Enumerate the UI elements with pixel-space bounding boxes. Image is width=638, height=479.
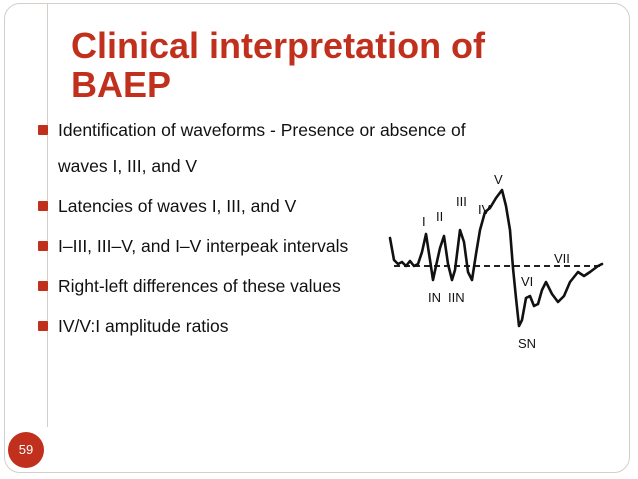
bullet-square-icon — [38, 125, 48, 135]
bullet-text: Latencies of waves I, III, and V — [58, 196, 297, 216]
slide-title — [71, 26, 591, 104]
wave-label-i: I — [422, 214, 426, 229]
bullet-square-icon — [38, 281, 48, 291]
slide-number-badge — [8, 432, 44, 468]
wave-label-v: V — [494, 172, 503, 187]
bullet-square-icon — [38, 321, 48, 331]
wave-label-in: IN — [428, 290, 441, 305]
wave-label-sn: SN — [518, 336, 537, 351]
wave-label-vi: VI — [521, 274, 534, 289]
waveform-trace — [390, 190, 602, 326]
wave-label-iii: III — [456, 194, 467, 209]
slide-title-line-1: Clinical interpretation of — [71, 25, 486, 66]
bullet-text-continued: waves I, III, and V — [58, 156, 198, 176]
wave-label-iin: IIN — [448, 290, 465, 305]
bullet-text: Identification of waveforms - Presence or absence of — [58, 120, 466, 140]
baep-waveform-figure — [370, 168, 610, 353]
slide-title-line-2: BAEP — [71, 64, 172, 105]
bullet-text: IV/V:I amplitude ratios — [58, 316, 229, 336]
wave-label-vii: VII — [554, 251, 570, 266]
bullet-square-icon — [38, 201, 48, 211]
bullet-square-icon — [38, 241, 48, 251]
wave-label-ii: II — [436, 209, 444, 224]
bullet-text: I–III, III–V, and I–V interpeak intervals — [58, 236, 349, 256]
slide-number: 59 — [18, 442, 34, 457]
bullet-text: Right-left differences of these values — [58, 276, 341, 296]
wave-label-iv: IV — [478, 202, 491, 217]
